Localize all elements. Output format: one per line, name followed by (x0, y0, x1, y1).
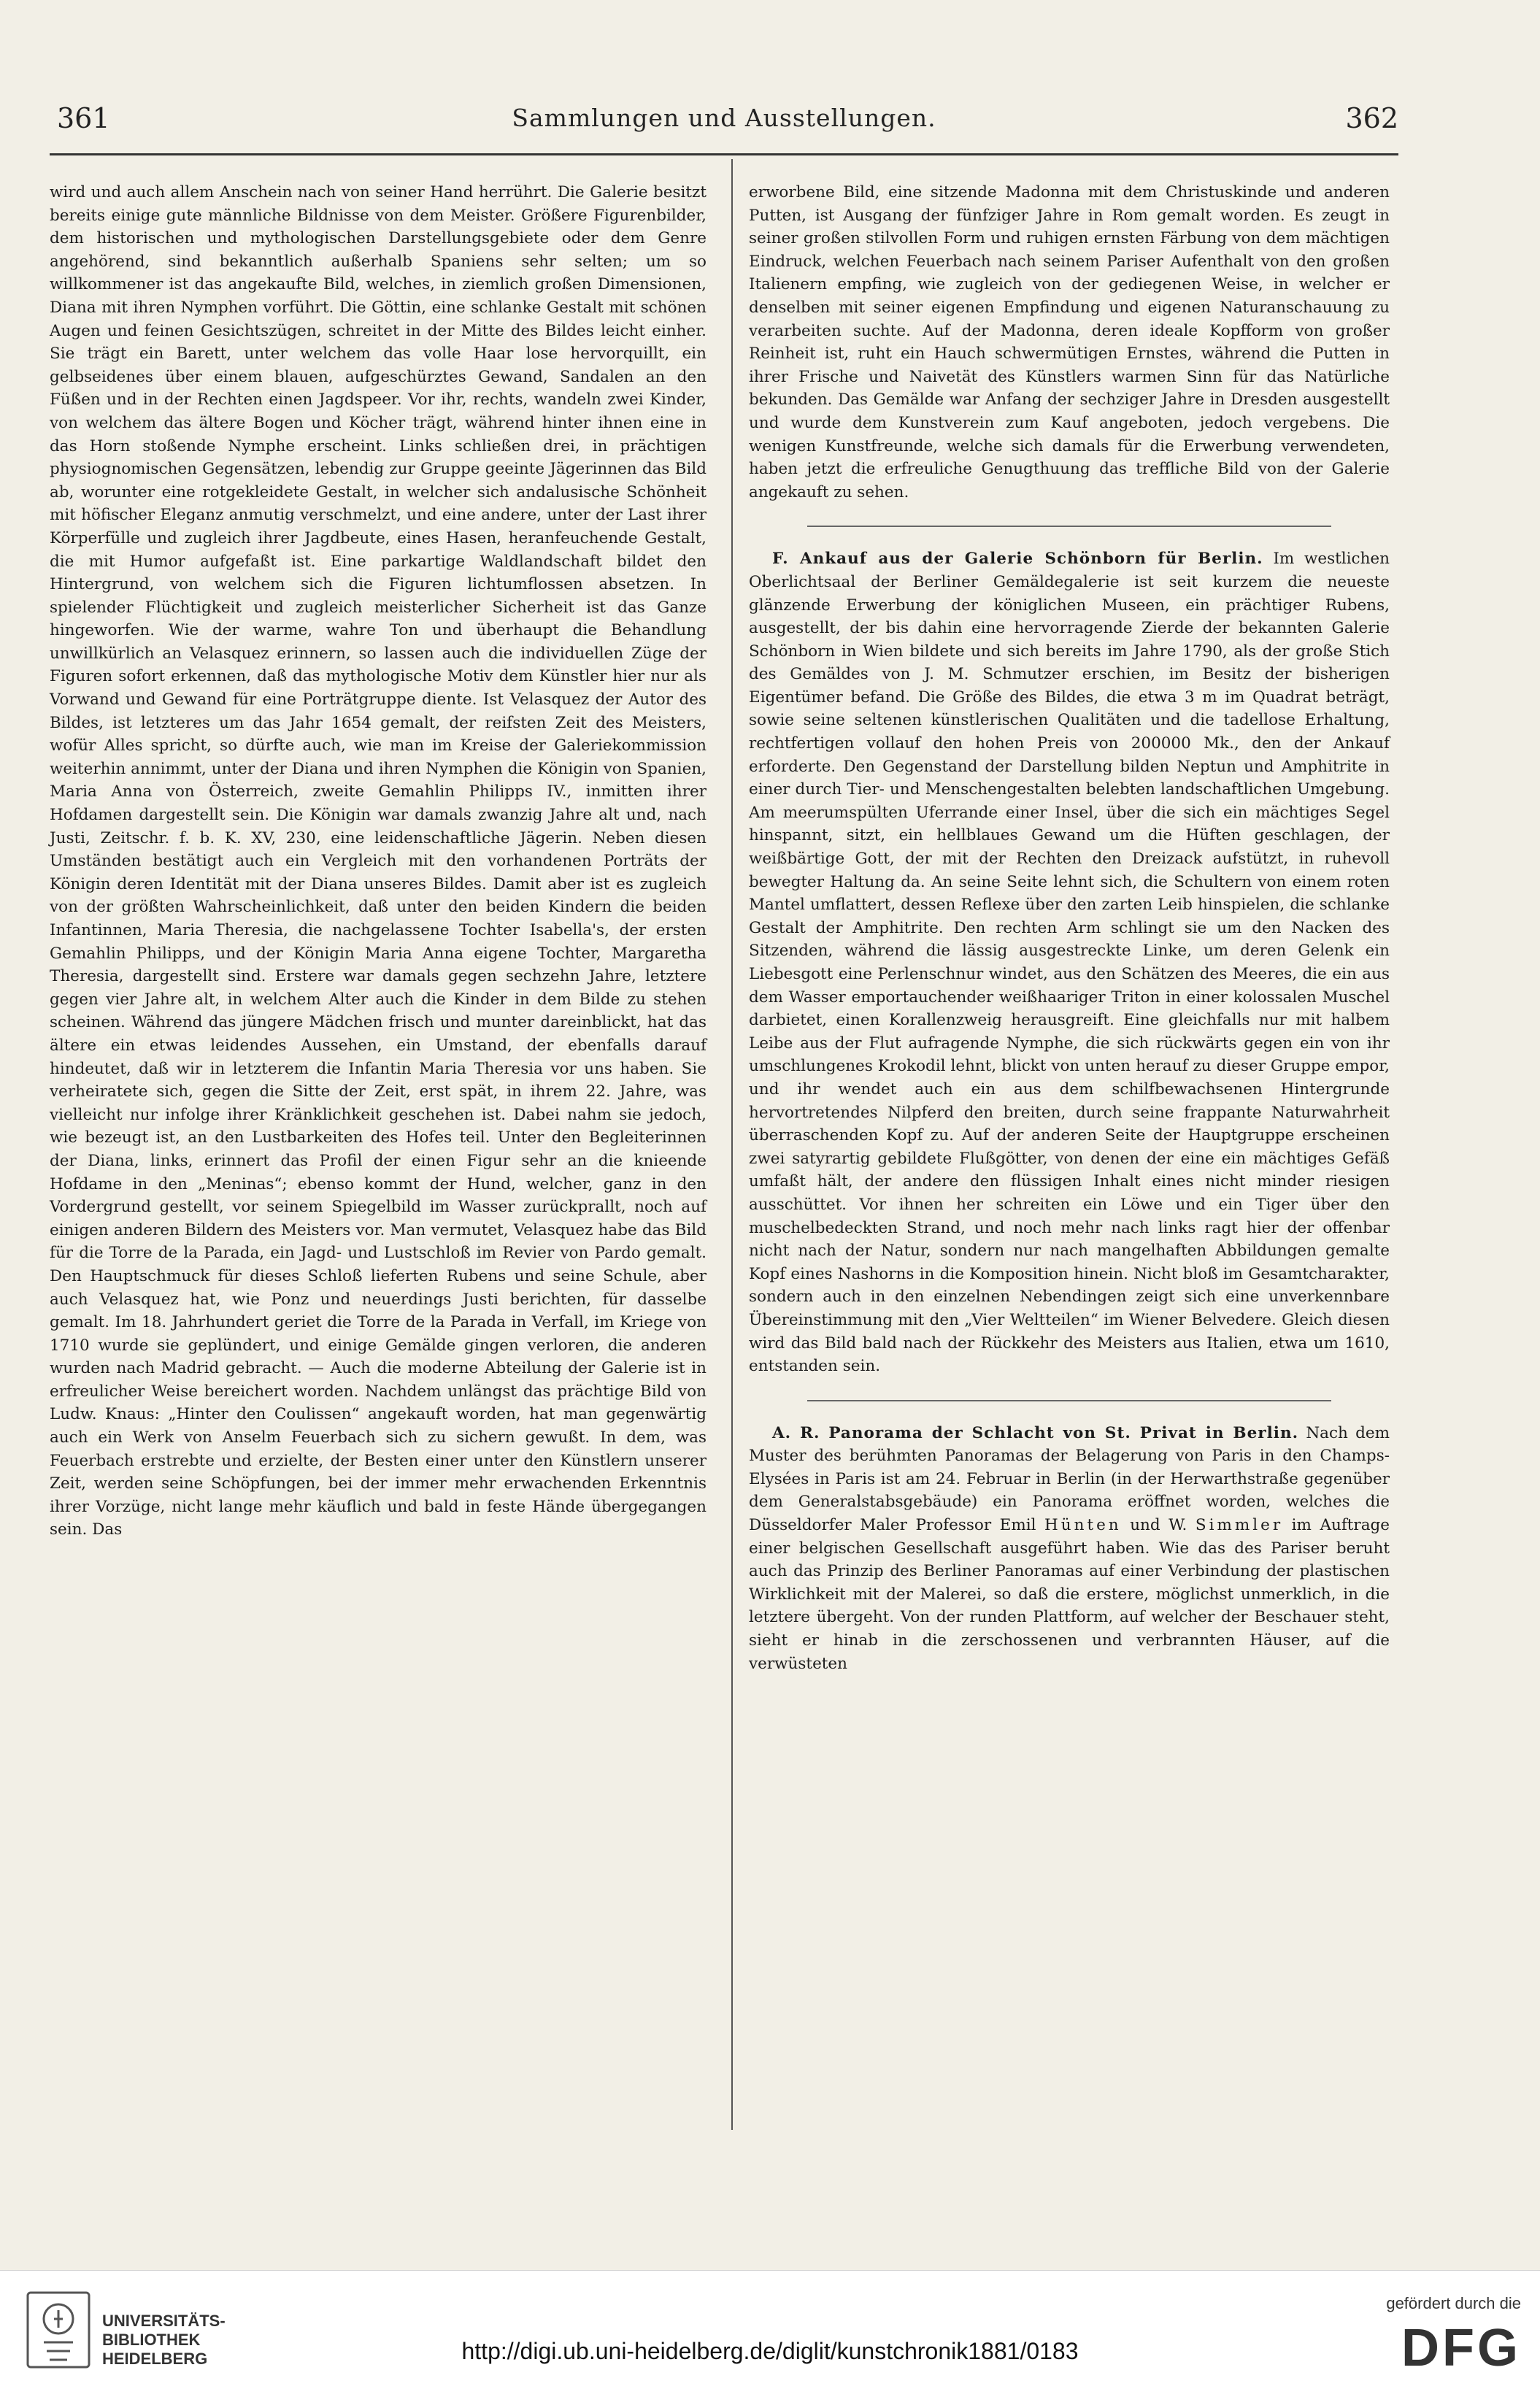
section-a-text-3: im Auftrage einer belgischen Gesellschaft ausgeführt haben. Wie das des Pariser beruht auch das Prinzip des Berliner Panoramas auf einer Verbindung der plastischen Wirklichkeit mit der Malerei, so daß die erstere, möglichst unmerklich, in die letztere übergeht. Von der runden Plattform, auf welcher der Beschauer steht, sieht er hinab in die zerschossenen und verbrannten Häuser, auf die verwüsteten (749, 1516, 1390, 1673)
section-a (749, 1422, 1390, 1676)
left-column (50, 181, 707, 1542)
section-f-heading: F. Ankauf aus der Galerie Schönborn für Berlin. (772, 550, 1263, 569)
page-number-right: 362 (1345, 102, 1398, 134)
dfg-logo: DFG (1401, 2319, 1521, 2377)
right-column (749, 181, 1390, 1675)
header-rule (50, 153, 1398, 155)
page-number-left: 361 (57, 102, 110, 134)
page-header (50, 102, 1398, 146)
library-name: UNIVERSITÄTS- BIBLIOTHEK HEIDELBERG (102, 2312, 226, 2368)
running-head: Sammlungen und Ausstellungen. (512, 104, 936, 132)
section-f (749, 547, 1390, 1377)
footer-bar (0, 2270, 1540, 2389)
funded-by-label: gefördert durch die (1386, 2294, 1521, 2312)
source-url[interactable]: http://digi.ub.uni-heidelberg.de/diglit/kunstchronik1881/0183 (461, 2338, 1079, 2364)
section-a-heading: A. R. Panorama der Schlacht von St. Privat in Berlin. (772, 1423, 1299, 1442)
section-a-name-1: Hünten (1044, 1516, 1122, 1535)
section-rule (807, 1400, 1331, 1401)
section-f-text: Im westlichen Oberlichtsaal der Berliner Gemäldegalerie ist seit kurzem die neueste glänzende Erwerbung der königlichen Museen, ein prächtiger Rubens, ausgestellt, der bis dahin eine hervorragende Zierde der bekannten Galerie Schönborn in Wien bildete und sich bereits im Jahre 1790, als der große Stich des Gemäldes von J. M. Schmutzer erschien, im Besitz der bisherigen Eigentümer befand. Die Größe des Bildes, die etwa 3 m im Quadrat beträgt, sowie seine seltenen künstlerischen Qualitäten und die tadellose Erhaltung, rechtfertigen vollauf den hohen Preis von 200000 Mk., den der Ankauf erforderte. Den Gegenstand der Darstellung bilden Neptun und Amphitrite in einer durch Tier- und Menschengestalten belebten landschaftlichen Umgebung. Am meerumspülten Uferrande einer Insel, über die sich ein mächtiges Segel hinspannt, sitzt, ein hellblaues Gewand um die Hüften geschlagen, der weißbärtige Gott, der mit der Rechten den Dreizack aufstützt, in ruhevoll bewegter Haltung da. An seine Seite lehnt sich, die Schultern von einem roten Mantel umflattert, dessen Reflexe über den zarten Leib hinspielen, die schlanke Gestalt der Amphitrite. Den rechten Arm schlingt sie um den Nacken des Sitzenden, während die lässig ausgestreckte Linke, um deren Gelenk ein Liebesgott eine Perlenschnur windet, aus den Schätzen des Meeres, die ein aus dem Wasser emportauchender weißhaariger Triton in einer kolossalen Muschel darbietet, einen Korallenzweig herausgreift. Eine gleichfalls nur mit halbem Leibe aus der Flut aufragende Nymphe, die sich rückwärts gegen ein von ihr umschlungenes Krokodil lehnt, blickt von unten herauf zu dieser Gruppe empor, und ihr wendet auch ein aus dem schilfbewachsenen Hintergrunde hervortretendes Nilpferd den breiten, durch seine frappante Naturwahrheit überraschenden Kopf zu. Auf der anderen Seite der Hauptgruppe erscheinen zwei satyrartig gebildete Flußgötter, von denen der eine ein mächtiges Gefäß umfaßt hält, der andere den flüssigen Inhalt eines nicht minder riesigen ausschüttet. Vor ihnen her schreiten ein Löwe und ein Tiger über den muschelbedeckten Strand, und noch mehr nach links ragt hier der offenbar nicht nach der Natur, sondern nur nach mangelhaften Abbildungen gemalte Kopf eines Nashorns in die Komposition hinein. Nicht bloß im Gesamtcharakter, sondern auch in den einzelnen Nebendingen zeigt sich eine unverkennbare Übereinstimmung mit den „Vier Weltteilen“ im Wiener Belvedere. Gleich diesen wird das Bild bald nach der Rückkehr des Meisters aus Italien, etwa um 1610, entstanden sein. (749, 550, 1390, 1376)
section-a-text-1: Nach dem Muster des berühmten Panoramas der Belagerung von Paris in den Champs-Elysées in Paris ist am 24. Februar in Berlin (in der Herwarthstraße gegenüber dem Generalstabsgebäude) ein Panorama eröffnet worden, welches die Düsseldorfer Maler Professor Emil (749, 1423, 1390, 1535)
right-column-para-1: erworbene Bild, eine sitzende Madonna mit dem Christuskinde und anderen Putten, ist Ausgang der fünfziger Jahre in Rom gemalt worden. Es zeugt in seiner großen stilvollen Form und ruhigen ernsten Färbung von dem mächtigen Eindruck, welchen Feuerbach nach seinem Pariser Aufenthalt von den großen Italienern empfing, wie zugleich von der gediegenen Weise, in welcher er denselben mit seiner eigenen Empfindung und eigenen Naturanschauung zu verarbeiten suchte. Auf der Madonna, deren ideale Kopfform von großer Reinheit ist, ruht ein Hauch schwermütigen Ernstes, während die Putten in ihrer Frische und Naivetät des Künstlers warmen Sinn für das Natürliche bekunden. Das Gemälde war Anfang der sechziger Jahre in Dresden ausgestellt und wurde dem Kunstverein zum Kauf angeboten, jedoch vergebens. Die wenigen Kunstfreunde, welche sich damals für die Erwerbung verwendeten, haben jetzt die erfreuliche Genugthuung das treffliche Bild von der Galerie angekauft zu sehen. (749, 183, 1390, 501)
left-column-text: wird und auch allem Anschein nach von seiner Hand herrührt. Die Galerie besitzt bereits einige gute männliche Bildnisse von dem Meister. Größere Figurenbilder, dem historischen und mythologischen Darstellungsgebiete oder dem Genre angehörend, sind bekanntlich außerhalb Spaniens sehr selten; um so willkommener ist das angekaufte Bild, welches, in ziemlich großen Dimensionen, Diana mit ihren Nymphen vorführt. Die Göttin, eine schlanke Gestalt mit schönen Augen und feinen Gesichtszügen, schreitet in der Mitte des Bildes leicht einher. Sie trägt ein Barett, unter welchem das volle Haar lose hervorquillt, ein gelbseidenes über einem blauen, aufgeschürztes Gewand, Sandalen an den Füßen und in der Rechten einen Jagdspeer. Vor ihr, rechts, wandeln zwei Kinder, von welchem das ältere Bogen und Köcher trägt, während hinter ihnen eine in das Horn stoßende Nymphe erscheint. Links schließen drei, in prächtigen physiognomischen Gegensätzen, lebendig zur Gruppe geeinte Jägerinnen das Bild ab, worunter eine rotgekleidete Gestalt, in welcher sich andalusische Schönheit mit höfischer Eleganz anmutig verschmelzt, und eine andere, unter der Last ihrer Körperfülle und zugleich ihrer Jagdbeute, eines Hasen, heranfeuchende Gestalt, die mit Humor aufgefaßt ist. Eine parkartige Waldlandschaft bildet den Hintergrund, von welchem sich die Figuren lichtumflossen absetzen. In spielender Flüchtigkeit und zugleich meisterlicher Sicherheit ist das Ganze hingeworfen. Wie der warme, wahre Ton und überhaupt die Behandlung unwillkürlich an Velasquez erinnern, so lassen auch die individuellen Züge der Figuren sofort erkennen, daß das mythologische Motiv dem Künstler hier nur als Vorwand und Gewand für eine Porträtgruppe diente. Ist Velasquez der Autor des Bildes, ist letzteres um das Jahr 1654 gemalt, der reifsten Zeit des Meisters, wofür Alles spricht, so dürfte auch, wie man im Kreise der Galeriekommission weiterhin annimmt, unter der Diana und ihren Nymphen die Königin von Spanien, Maria Anna von Österreich, zweite Gemahlin Philipps IV., inmitten ihrer Hofdamen dargestellt sein. Die Königin war damals zwanzig Jahre alt und, nach Justi, Zeitschr. f. b. K. XV, 230, eine leidenschaftliche Jägerin. Neben diesen Umständen bestätigt auch ein Vergleich mit den vorhandenen Porträts der Königin deren Identität mit der Diana unseres Bildes. Damit aber ist es zugleich von der größten Wahrscheinlichkeit, daß unter den beiden Kindern die beiden Infantinnen, Maria Theresia, die nachgelassene Tochter Isabella's, der ersten Gemahlin Philipps, und der Königin Maria Anna eigene Tochter, Margaretha Theresia, dargestellt sind. Erstere war damals gegen sechzehn Jahre, letztere gegen vier Jahre alt, in welchem Alter auch die Kinder in dem Bilde zu stehen scheinen. Während das jüngere Mädchen frisch und munter dareinblickt, hat das ältere ein etwas leidendes Aussehen, ein Umstand, der ebenfalls darauf hindeutet, daß wir in letzterem die Infantin Maria Theresia vor uns haben. Sie verheiratete sich, gegen die Sitte der Zeit, erst spät, in ihrem 22. Jahre, was vielleicht nur infolge ihrer Kränklichkeit geschehen ist. Dabei nahm sie jedoch, wie bezeugt ist, an den Lustbarkeiten des Hofes teil. Unter den Begleiterinnen der Diana, links, erinnert das Profil der einen Figur sehr an die knieende Hofdame in den „Meninas“; ebenso kommt der Hund, welcher, ganz in den Vordergrund gestellt, vor seinem Spiegelbild im Wasser zurückprallt, noch auf einigen anderen Bildern des Meisters vor. Man vermutet, Velasquez habe das Bild für die Torre de la Parada, ein Jagd- und Lustschloß im Revier von Pardo gemalt. Den Hauptschmuck für dieses Schloß lieferten Rubens und seine Schule, aber auch Velasquez hat, wie Ponz und neuerdings Justi berichten, für dasselbe gemalt. Im 18. Jahrhundert geriet die Torre de la Parada in Verfall, im Kriege von 1710 wurde sie geplündert, und einige Gemälde gingen verloren, die anderen wurden nach Madrid gebracht. — Auch die moderne Abteilung der Galerie ist in erfreulicher Weise bereichert worden. Nachdem unlängst das prächtige Bild von Ludw. Knaus: „Hinter den Coulissen“ angekauft worden, hat man gegenwärtig auch ein Werk von Anselm Feuerbach sich zu sichern gewußt. In dem, was Feuerbach erstrebte und erzielte, der Besten einer unter den Künstlern unserer Zeit, werden seine Schöpfungen, bei der immer mehr erwachenden Erkenntnis ihrer Vorzüge, nicht lange mehr käuflich und bald in feste Hände übergegangen sein. Das (50, 183, 707, 1539)
column-divider (731, 159, 733, 2130)
section-a-name-2: Simmler (1195, 1516, 1284, 1535)
section-rule (807, 526, 1331, 527)
section-a-text-2: und W. (1130, 1516, 1187, 1535)
